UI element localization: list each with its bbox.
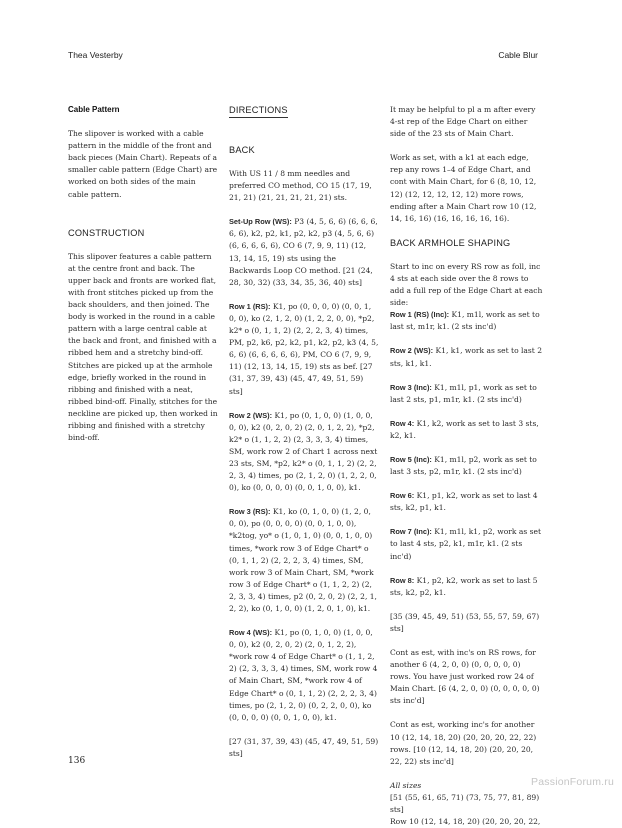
column-3 [390,104,543,828]
watermark: PassionForum.ru [531,776,614,788]
armhole-row-1 [390,309,543,333]
step-text: K1, po (0, 1, 0, 0) (1, 0, 0, 0, 0), k2 (0, 2, 0, 2) (2, 0, 1, 2, 2), *p2, k2* o (1, 1, 2, 2) (2, 3, 3, 3, 4) times, SM, work row 2 of Chart 1 across next 23 sts, SM, *p2, k2* o (0, 1, 1, 2) (2, 2, 2, 3, 4) times, po (2, 1, 2, 0) (1, 2, 2, 0, 0), ko (0, 0, 0, 0) (0, 0, 1, 0, 0), k1. [229,410,378,493]
step-text: K1, po (0, 0, 0, 0) (0, 0, 1, 0, 0), ko (2, 1, 2, 0) (1, 2, 2, 0, 0), *p2, k2* o (0, 1, 1, 2) (2, 2, 2, 3, 4) times, PM, p2, k6, p2, k2, p1, k2, p2, k3 (4, 5, 6, 6) (6, 6, 6, 6, 6), PM, CO 6 (7, 9, 9, 11) (12, 13, 14, 15, 19) sts as bef. [27 (31, 37, 39, 43) (45, 47, 49, 51, 59) sts] [229,301,379,396]
row-label: Row 1 (RS) (Inc): [390,310,450,320]
back-total: [27 (31, 37, 39, 43) (45, 47, 49, 51, 59) sts] [229,736,379,758]
step-row-2 [229,410,379,495]
armhole-row-5 [390,454,543,478]
running-head-title: Cable Blur [498,50,538,60]
step-label: Row 4 (WS): [229,628,273,638]
row-text: K1, k2, work as set to last 3 sts, k2, k1. [390,418,539,440]
armhole-rows [390,309,543,599]
row-label: Row 4: [390,418,415,428]
step-text: K1, ko (0, 1, 0, 0) (1, 2, 0, 0, 0), po (0, 0, 0, 0) (0, 0, 1, 0, 0), *k2tog, yo* o (1, 0, 1, 0) (0, 0, 1, 0, 0) times, *work row 3 of Edge Chart* o (0, 1, 1, 2) (2, 2, 2, 3, 4) times, SM, work row 3 of Main Chart, SM, *work row 3 of Edge Chart* o (1, 1, 2, 2) (2, 2, 3, 3, 4) times, p2 (0, 2, 0, 2) (2, 2, 1, 2, 2), ko (0, 1, 0, 0) (1, 2, 0, 1, 0), k1. [229,507,377,613]
armhole-total: [35 (39, 45, 49, 51) (53, 55, 57, 59, 67) sts] [390,611,540,633]
work-as-set: Work as set, with a k1 at each edge, rep any rows 1–4 of Edge Chart, and cont with Main Chart, for 6 (8, 10, 12, 12) (12, 12, 12, 12, 12) more rows, ending after a Main Chart row 10 (12, 14, 16, 16) (16, 16, 16, 16, 16). [390,153,537,223]
step-row-3 [229,506,379,615]
step-label: Row 1 (RS): [229,301,271,311]
row-label: Row 5 (Inc): [390,454,432,464]
back-armhole-shaping-heading: BACK ARMHOLE SHAPING [390,237,511,248]
step-text: P3 (4, 5, 6, 6) (6, 6, 6, 6, 6), k2, p2, k1, p2, k2, p3 (4, 5, 6, 6) (6, 6, 6, 6, 6), CO 6 (7, 9, 9, 11) (12, 13, 14, 15, 19) sts using the Backwards Loop CO method. [21 (24, 28, 30, 32) (33, 34, 35, 36, 40) sts] [229,217,378,287]
row-text: K1, m1l, work as set to last st, m1r, k1. (2 sts inc'd) [390,310,540,332]
construction-text: This slipover features a cable pattern at the centre front and back. The upper back and fronts are worked flat, with front stitches picked up from the back shoulders, and then joined. The body is worked in the round in a cable pattern with a large central cable at the back and front, and finished with a ribbed hem and a stretchy bind-off. Stitches are picked up at the armhole edge, briefly worked in the round in ribbing and finished with a neat, ribbed bind-off. Finally, stitches for the neckline are picked up, then worked in ribbing and finished with a stretchy bind-off. [68,251,218,443]
running-head-author: Thea Vesterby [68,50,123,60]
directions-heading [229,104,379,118]
cable-pattern-text: The slipover is worked with a cable pattern in the middle of the front and back pieces (Main Chart). Repeats of a smaller cable pattern (Edge Chart) are worked on both sides of the main cable pattern. [68,129,218,199]
cont-as-est-2: Cont as est, working inc's for another 10 (12, 14, 18, 20) (20, 20, 20, 22, 22) rows. [10 (12, 14, 18, 20) (20, 20, 20, 22, 22) sts inc'd] [390,720,537,766]
row-text: K1, p2, k2, work as set to last 5 sts, k2, p2, k1. [390,575,538,597]
step-row-4 [229,627,379,724]
cont-as-est-1: Cont as est, with inc's on RS rows, for another 6 (4, 2, 0, 0) (0, 0, 0, 0, 0) rows. You have just worked row 24 of Main Chart. [6 (4, 2, 0, 0) (0, 0, 0, 0, 0) sts inc'd] [390,648,540,706]
armhole-row-7 [390,526,543,562]
armhole-row-6 [390,490,543,514]
step-label: Row 2 (WS): [229,410,273,420]
row-text: K1, m1l, p2, work as set to last 3 sts, p2, m1r, k1. (2 sts inc'd) [390,454,537,477]
step-set-up-row [229,216,379,289]
row-label: Row 2 (WS): [390,346,434,356]
row-text: K1, p1, k2, work as set to last 4 sts, k2, p1, k1. [390,491,538,513]
row-text: K1, m1l, p1, work as set to last 2 sts, p1, m1r, k1. (2 sts inc'd) [390,382,537,404]
directions-heading-text: DIRECTIONS [229,104,288,118]
cable-pattern-heading: Cable Pattern [68,105,120,114]
back-steps [229,216,379,724]
step-label: Set-Up Row (WS): [229,217,292,227]
column-2 [229,104,379,772]
step-label: Row 3 (RS): [229,507,271,517]
column-1 [68,104,218,456]
row-label: Row 3 (Inc): [390,382,432,392]
armhole-intro: Start to inc on every RS row as foll, inc 4 sts at each side over the 8 rows to add a full rep of the Edge Chart at each side: [390,261,543,308]
all-sizes-label: All sizes [390,780,422,790]
armhole-row-4 [390,418,543,442]
construction-heading: CONSTRUCTION [68,227,145,238]
row-label: Row 7 (Inc): [390,527,432,537]
back-heading: BACK [229,145,255,155]
armhole-row-3 [390,382,543,406]
armhole-row-8 [390,575,543,599]
row-label: Row 8: [390,575,415,585]
row-10-text: Row 10 (12, 14, 18, 20) (20, 20, 20, 22, [390,817,541,827]
row-text: K1, m1l, k1, p2, work as set to last 4 sts, p2, k1, m1r, k1. (2 sts inc'd) [390,527,542,561]
back-intro: With US 11 / 8 mm needles and preferred CO method, CO 15 (17, 19, 21, 21) (21, 21, 21, 21, 21) sts. [229,169,372,203]
page-number: 136 [68,756,86,766]
row-label: Row 6: [390,491,415,501]
row-text: K1, k1, work as set to last 2 sts, k1, k1. [390,346,543,368]
edge-chart-tip: It may be helpful to pl a m after every 4-st rep of the Edge Chart on either side of the 23 sts of Main Chart. [390,105,536,139]
armhole-row-2 [390,345,543,369]
step-row-1 [229,301,379,398]
all-sizes-total: [51 (55, 61, 65, 71) (73, 75, 77, 81, 89) sts] [390,792,540,815]
step-text: K1, po (0, 1, 0, 0) (1, 0, 0, 0, 0), k2 (0, 2, 0, 2) (2, 0, 1, 2, 2), *work row 4 of Edge Chart* o (1, 1, 2, 2) (2, 3, 3, 3, 4) times, SM, work row 4 of Main Chart, SM, *work row 4 of Edge Chart* o (0, 1, 1, 2) (2, 2, 2, 3, 4) times, po (2, 1, 2, 0) (0, 2, 2, 0, 0), ko (0, 0, 0, 0) (0, 0, 1, 0, 0), k1. [229,628,378,722]
